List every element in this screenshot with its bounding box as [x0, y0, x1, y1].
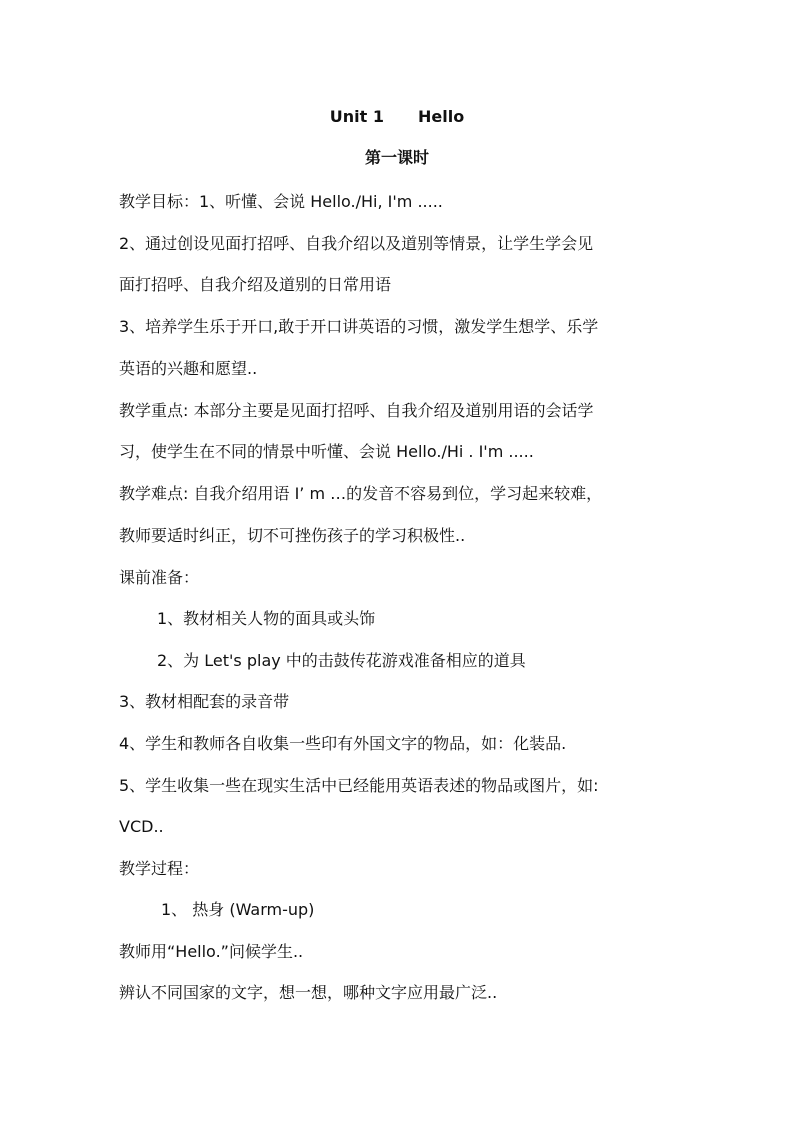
process-heading: 教学过程：	[119, 859, 200, 878]
process-text-2: 辨认不同国家的文字，想一想，哪种文字应用最广泛..	[119, 983, 498, 1002]
unit-title	[0, 105, 794, 129]
difficulty-line-1: 教学难点: 自我介绍用语 I’ m …的发音不容易到位，学习起来较难，	[119, 484, 603, 503]
period-title: 第一课时	[364, 148, 429, 167]
objective-line-5: 英语的兴趣和愿望..	[119, 359, 258, 378]
preparation-item-5: 5、学生收集一些在现实生活中已经能用英语表述的物品或图片，如:	[119, 776, 599, 795]
preparation-item-5-continued: VCD..	[119, 817, 164, 836]
key-point-line-1: 教学重点: 本部分主要是见面打招呼、自我介绍及道别用语的会话学	[119, 401, 594, 420]
preparation-item-4: 4、学生和教师各自收集一些印有外国文字的物品，如：化装品.	[119, 734, 567, 753]
unit-number: Unit 1	[329, 107, 384, 126]
preparation-item-1: 1、教材相关人物的面具或头饰	[157, 609, 376, 628]
preparation-item-2: 2、为 Let's play 中的击鼓传花游戏准备相应的道具	[157, 651, 526, 670]
objective-line-2: 2、通过创设见面打招呼、自我介绍以及道别等情景，让学生学会见	[119, 234, 594, 253]
preparation-heading: 课前准备：	[119, 568, 200, 587]
objective-line-4: 3、培养学生乐于开口,敢于开口讲英语的习惯，激发学生想学、乐学	[119, 317, 599, 336]
objective-line-3: 面打招呼、自我介绍及道别的日常用语	[119, 275, 392, 294]
process-text-1: 教师用“Hello.”问候学生..	[119, 942, 304, 961]
objective-line-1: 教学目标：1、听懂、会说 Hello./Hi, I'm .....	[119, 192, 443, 211]
lesson-name: Hello	[418, 107, 465, 126]
preparation-item-3: 3、教材相配套的录音带	[119, 692, 290, 711]
key-point-line-2: 习，使学生在不同的情景中听懂、会说 Hello./Hi . I'm .....	[119, 442, 534, 461]
process-step-1: 1、 热身 (Warm-up)	[161, 900, 315, 919]
difficulty-line-2: 教师要适时纠正，切不可挫伤孩子的学习积极性..	[119, 526, 466, 545]
